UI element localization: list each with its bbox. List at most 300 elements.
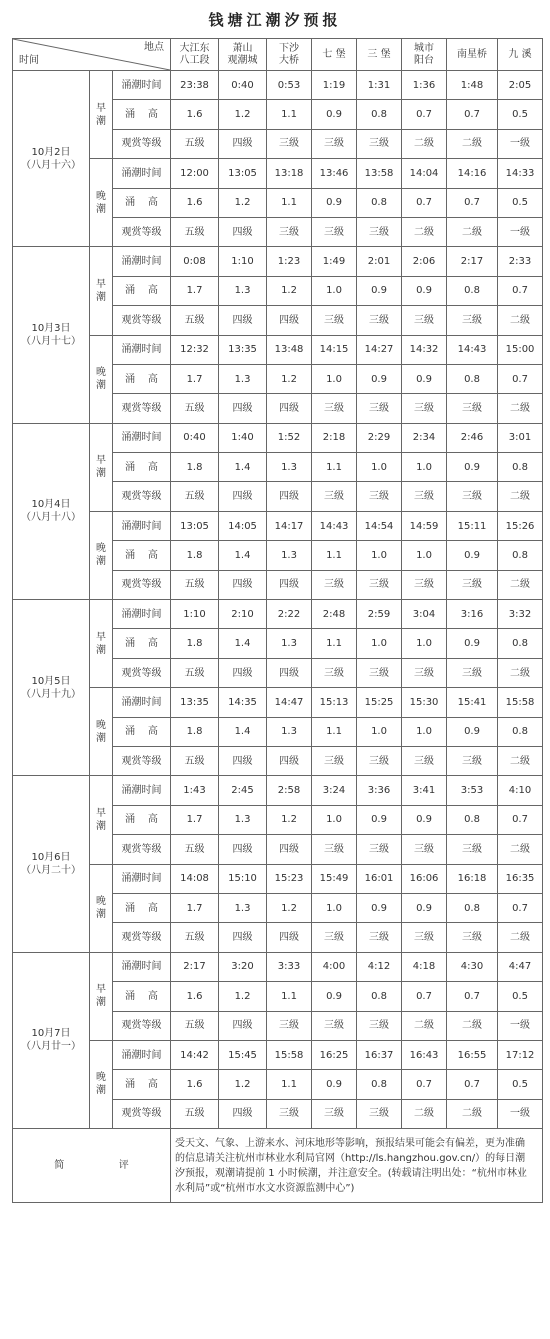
value-cell-time: 4:30 [447, 952, 498, 981]
value-cell-level: 三级 [447, 923, 498, 952]
metric-label-text: 涌 高 [125, 638, 158, 650]
value-cell-height: 1.0 [402, 453, 447, 482]
value-cell-height: 0.9 [312, 100, 357, 129]
table-row [13, 511, 543, 540]
value-cell-time: 2:10 [219, 600, 267, 629]
session-label-evening [90, 335, 113, 423]
value-cell-level: 四级 [267, 746, 312, 775]
metric-label-text: 涌潮时间 [121, 873, 162, 885]
value-cell-level: 三级 [312, 306, 357, 335]
value-cell-height: 1.6 [171, 188, 219, 217]
value-cell-time: 14:17 [267, 511, 312, 540]
value-cell-level: 三级 [312, 394, 357, 423]
date-label: 10月7日 [31, 1028, 71, 1040]
value-cell-level: 五级 [171, 1099, 219, 1128]
value-cell-height: 0.8 [447, 364, 498, 393]
value-cell-time: 15:30 [402, 688, 447, 717]
location-name-line: 八工段 [179, 54, 210, 66]
value-cell-height: 0.9 [402, 893, 447, 922]
value-cell-level: 四级 [219, 746, 267, 775]
value-cell-height: 0.5 [498, 100, 543, 129]
value-cell-level: 一级 [498, 1099, 543, 1128]
value-cell-level: 四级 [219, 923, 267, 952]
location-name-line: 七 堡 [322, 48, 346, 60]
metric-label-text: 涌 高 [125, 990, 158, 1002]
value-cell-height: 0.8 [498, 629, 543, 658]
header-corner [13, 39, 171, 71]
value-cell-height: 1.0 [357, 717, 402, 746]
value-cell-level: 三级 [312, 482, 357, 511]
metric-label-time [113, 159, 171, 188]
lunar-date-label: （八月十七） [21, 336, 81, 348]
value-cell-level: 五级 [171, 658, 219, 687]
metric-label-text: 涌潮时间 [121, 608, 162, 620]
value-cell-time: 12:32 [171, 335, 219, 364]
value-cell-level: 四级 [219, 129, 267, 158]
value-cell-time: 15:23 [267, 864, 312, 893]
value-cell-time: 14:15 [312, 335, 357, 364]
location-header [312, 39, 357, 71]
value-cell-level: 三级 [357, 1011, 402, 1040]
value-cell-time: 3:53 [447, 776, 498, 805]
metric-label-level [113, 306, 171, 335]
table-row [13, 864, 543, 893]
value-cell-height: 0.5 [498, 1070, 543, 1099]
value-cell-time: 1:10 [219, 247, 267, 276]
value-cell-time: 13:35 [171, 688, 219, 717]
value-cell-level: 一级 [498, 1011, 543, 1040]
value-cell-height: 1.3 [219, 805, 267, 834]
value-cell-time: 1:40 [219, 423, 267, 452]
value-cell-height: 0.7 [402, 188, 447, 217]
value-cell-level: 二级 [447, 1099, 498, 1128]
session-char: 潮 [96, 468, 106, 480]
value-cell-height: 1.0 [312, 805, 357, 834]
session-char: 潮 [96, 291, 106, 303]
value-cell-level: 五级 [171, 1011, 219, 1040]
value-cell-level: 四级 [267, 394, 312, 423]
metric-label-text: 涌 高 [125, 726, 158, 738]
metric-label-level [113, 217, 171, 246]
value-cell-height: 0.7 [498, 364, 543, 393]
value-cell-level: 三级 [312, 129, 357, 158]
value-cell-level: 三级 [312, 1011, 357, 1040]
location-header [357, 39, 402, 71]
value-cell-level: 四级 [267, 482, 312, 511]
value-cell-level: 四级 [219, 658, 267, 687]
value-cell-height: 0.9 [357, 364, 402, 393]
value-cell-height: 1.1 [267, 188, 312, 217]
value-cell-level: 三级 [312, 217, 357, 246]
value-cell-time: 14:08 [171, 864, 219, 893]
value-cell-time: 13:46 [312, 159, 357, 188]
value-cell-time: 2:33 [498, 247, 543, 276]
metric-label-text: 观赏等级 [121, 579, 162, 591]
value-cell-height: 1.7 [171, 893, 219, 922]
session-label-evening [90, 864, 113, 952]
metric-label-time [113, 423, 171, 452]
notes-label-char: 简 [54, 1160, 65, 1172]
metric-label-level [113, 835, 171, 864]
location-header [171, 39, 219, 71]
metric-label-height [113, 1070, 171, 1099]
value-cell-height: 0.9 [357, 276, 402, 305]
value-cell-level: 三级 [267, 1099, 312, 1128]
metric-label-text: 观赏等级 [121, 755, 162, 767]
value-cell-height: 1.3 [267, 717, 312, 746]
value-cell-height: 0.7 [402, 100, 447, 129]
session-label-morning [90, 71, 113, 159]
value-cell-level: 三级 [357, 658, 402, 687]
session-char: 早 [96, 631, 106, 643]
metric-label-time [113, 247, 171, 276]
page-title: 钱塘江潮汐预报 [208, 10, 342, 29]
metric-label-text: 涌 高 [125, 1078, 158, 1090]
value-cell-height: 0.5 [498, 188, 543, 217]
value-cell-time: 2:18 [312, 423, 357, 452]
value-cell-height: 1.3 [219, 276, 267, 305]
location-name-line: 南星桥 [457, 48, 488, 60]
value-cell-time: 16:18 [447, 864, 498, 893]
session-char: 潮 [96, 997, 106, 1009]
value-cell-height: 0.7 [447, 982, 498, 1011]
value-cell-height: 0.7 [447, 1070, 498, 1099]
value-cell-height: 0.8 [357, 1070, 402, 1099]
session-label-evening [90, 688, 113, 776]
value-cell-time: 2:22 [267, 600, 312, 629]
value-cell-time: 2:34 [402, 423, 447, 452]
value-cell-time: 2:17 [447, 247, 498, 276]
date-label: 10月4日 [31, 499, 71, 511]
table-row [13, 688, 543, 717]
session-char: 潮 [96, 909, 106, 921]
metric-label-time [113, 1040, 171, 1069]
metric-label-text: 涌 高 [125, 902, 158, 914]
metric-label-text: 涌潮时间 [121, 256, 162, 268]
value-cell-level: 三级 [357, 746, 402, 775]
value-cell-height: 1.1 [312, 717, 357, 746]
value-cell-time: 2:29 [357, 423, 402, 452]
metric-label-text: 涌潮时间 [121, 520, 162, 532]
value-cell-level: 三级 [357, 306, 402, 335]
value-cell-height: 1.2 [267, 276, 312, 305]
value-cell-level: 三级 [402, 658, 447, 687]
date-cell [13, 952, 90, 1128]
metric-label-time [113, 71, 171, 100]
value-cell-time: 16:43 [402, 1040, 447, 1069]
metric-label-text: 涌潮时间 [121, 432, 162, 444]
table-row [13, 1040, 543, 1069]
value-cell-height: 1.1 [312, 541, 357, 570]
value-cell-height: 0.9 [402, 364, 447, 393]
session-char: 早 [96, 278, 106, 290]
value-cell-height: 0.9 [312, 1070, 357, 1099]
value-cell-level: 四级 [267, 306, 312, 335]
value-cell-height: 1.2 [267, 805, 312, 834]
value-cell-level: 三级 [312, 570, 357, 599]
metric-label-text: 涌 高 [125, 285, 158, 297]
value-cell-level: 一级 [498, 129, 543, 158]
value-cell-height: 1.6 [171, 100, 219, 129]
header-row [13, 39, 543, 71]
metric-label-text: 涌潮时间 [121, 167, 162, 179]
value-cell-height: 1.0 [312, 893, 357, 922]
value-cell-level: 三级 [357, 835, 402, 864]
value-cell-level: 四级 [219, 835, 267, 864]
value-cell-height: 1.8 [171, 629, 219, 658]
value-cell-time: 4:18 [402, 952, 447, 981]
metric-label-height [113, 100, 171, 129]
metric-label-level [113, 129, 171, 158]
value-cell-height: 0.8 [357, 188, 402, 217]
value-cell-height: 0.8 [498, 717, 543, 746]
session-char: 潮 [96, 203, 106, 215]
session-char: 早 [96, 455, 106, 467]
value-cell-level: 二级 [498, 923, 543, 952]
value-cell-time: 16:55 [447, 1040, 498, 1069]
metric-label-height [113, 629, 171, 658]
metric-label-text: 涌 高 [125, 461, 158, 473]
value-cell-time: 3:32 [498, 600, 543, 629]
value-cell-height: 1.8 [171, 717, 219, 746]
value-cell-time: 13:18 [267, 159, 312, 188]
value-cell-height: 1.7 [171, 805, 219, 834]
metric-label-level [113, 1011, 171, 1040]
session-char: 潮 [96, 380, 106, 392]
value-cell-time: 14:42 [171, 1040, 219, 1069]
metric-label-text: 涌 高 [125, 814, 158, 826]
value-cell-level: 五级 [171, 570, 219, 599]
value-cell-height: 1.2 [219, 1070, 267, 1099]
metric-label-level [113, 923, 171, 952]
value-cell-level: 四级 [267, 835, 312, 864]
metric-label-level [113, 482, 171, 511]
date-cell [13, 71, 90, 247]
value-cell-height: 1.2 [219, 188, 267, 217]
value-cell-height: 1.4 [219, 453, 267, 482]
metric-label-text: 观赏等级 [121, 314, 162, 326]
session-char: 潮 [96, 115, 106, 127]
value-cell-level: 一级 [498, 217, 543, 246]
value-cell-level: 三级 [447, 835, 498, 864]
metric-label-text: 观赏等级 [121, 402, 162, 414]
value-cell-time: 23:38 [171, 71, 219, 100]
session-char: 晚 [96, 719, 106, 731]
value-cell-level: 三级 [402, 394, 447, 423]
metric-label-text: 涌 高 [125, 109, 158, 121]
value-cell-level: 四级 [219, 217, 267, 246]
location-name-line: 城市 [414, 42, 435, 54]
session-char: 潮 [96, 556, 106, 568]
value-cell-level: 二级 [498, 658, 543, 687]
metric-label-text: 涌潮时间 [121, 344, 162, 356]
lunar-date-label: （八月十六） [21, 159, 81, 171]
value-cell-level: 五级 [171, 835, 219, 864]
value-cell-time: 2:05 [498, 71, 543, 100]
metric-label-text: 观赏等级 [121, 843, 162, 855]
value-cell-level: 四级 [267, 923, 312, 952]
value-cell-level: 三级 [402, 306, 447, 335]
value-cell-time: 3:24 [312, 776, 357, 805]
value-cell-height: 0.7 [498, 893, 543, 922]
value-cell-time: 14:43 [447, 335, 498, 364]
value-cell-height: 0.9 [447, 629, 498, 658]
value-cell-height: 1.8 [171, 453, 219, 482]
value-cell-level: 五级 [171, 923, 219, 952]
date-label: 10月2日 [31, 146, 71, 158]
metric-label-height [113, 893, 171, 922]
notes-label [13, 1129, 171, 1203]
metric-label-height [113, 541, 171, 570]
value-cell-level: 二级 [498, 394, 543, 423]
value-cell-time: 2:01 [357, 247, 402, 276]
metric-label-time [113, 952, 171, 981]
value-cell-height: 1.6 [171, 982, 219, 1011]
session-char: 晚 [96, 367, 106, 379]
value-cell-time: 1:52 [267, 423, 312, 452]
value-cell-height: 0.9 [312, 188, 357, 217]
value-cell-time: 14:47 [267, 688, 312, 717]
value-cell-time: 2:45 [219, 776, 267, 805]
value-cell-time: 14:43 [312, 511, 357, 540]
value-cell-time: 14:33 [498, 159, 543, 188]
value-cell-level: 三级 [357, 1099, 402, 1128]
value-cell-height: 1.1 [312, 453, 357, 482]
metric-label-text: 观赏等级 [121, 138, 162, 150]
value-cell-height: 1.0 [312, 364, 357, 393]
value-cell-time: 4:10 [498, 776, 543, 805]
value-cell-time: 13:05 [219, 159, 267, 188]
metric-label-height [113, 364, 171, 393]
value-cell-level: 二级 [447, 217, 498, 246]
metric-label-text: 观赏等级 [121, 226, 162, 238]
value-cell-time: 3:01 [498, 423, 543, 452]
value-cell-height: 1.2 [219, 100, 267, 129]
value-cell-level: 二级 [498, 482, 543, 511]
session-label-morning [90, 952, 113, 1040]
metric-label-height [113, 717, 171, 746]
value-cell-level: 二级 [402, 217, 447, 246]
metric-label-level [113, 746, 171, 775]
value-cell-time: 15:10 [219, 864, 267, 893]
value-cell-height: 1.3 [267, 629, 312, 658]
value-cell-level: 三级 [312, 658, 357, 687]
value-cell-level: 五级 [171, 306, 219, 335]
value-cell-time: 15:11 [447, 511, 498, 540]
value-cell-height: 1.0 [357, 541, 402, 570]
value-cell-height: 0.9 [357, 893, 402, 922]
value-cell-height: 0.8 [357, 982, 402, 1011]
value-cell-level: 三级 [357, 923, 402, 952]
value-cell-height: 0.8 [447, 805, 498, 834]
metric-label-time [113, 864, 171, 893]
value-cell-time: 14:32 [402, 335, 447, 364]
value-cell-height: 1.8 [171, 541, 219, 570]
date-label: 10月3日 [31, 323, 71, 335]
value-cell-time: 4:12 [357, 952, 402, 981]
value-cell-level: 三级 [357, 570, 402, 599]
metric-label-text: 涌 高 [125, 549, 158, 561]
value-cell-height: 0.8 [498, 541, 543, 570]
value-cell-level: 三级 [447, 482, 498, 511]
value-cell-height: 1.0 [357, 453, 402, 482]
value-cell-level: 三级 [357, 129, 402, 158]
value-cell-level: 二级 [447, 129, 498, 158]
value-cell-level: 五级 [171, 394, 219, 423]
value-cell-level: 二级 [402, 129, 447, 158]
metric-label-height [113, 453, 171, 482]
metric-label-time [113, 600, 171, 629]
corner-location-label: 地点 [144, 42, 165, 53]
metric-label-height [113, 188, 171, 217]
metric-label-text: 涌潮时间 [121, 1049, 162, 1061]
value-cell-level: 三级 [267, 129, 312, 158]
metric-label-text: 涌潮时间 [121, 961, 162, 973]
metric-label-text: 观赏等级 [121, 1108, 162, 1120]
metric-label-text: 涌潮时间 [121, 79, 162, 91]
value-cell-height: 1.1 [267, 100, 312, 129]
corner-time-label: 时间 [19, 55, 39, 66]
value-cell-time: 14:27 [357, 335, 402, 364]
value-cell-height: 1.1 [267, 1070, 312, 1099]
session-char: 晚 [96, 1072, 106, 1084]
value-cell-height: 1.0 [357, 629, 402, 658]
session-char: 早 [96, 984, 106, 996]
value-cell-height: 0.9 [402, 805, 447, 834]
metric-label-text: 观赏等级 [121, 932, 162, 944]
value-cell-time: 15:49 [312, 864, 357, 893]
value-cell-time: 15:58 [498, 688, 543, 717]
lunar-date-label: （八月二十） [21, 865, 81, 877]
lunar-date-label: （八月十八） [21, 512, 81, 524]
value-cell-time: 3:20 [219, 952, 267, 981]
value-cell-level: 五级 [171, 217, 219, 246]
value-cell-level: 三级 [447, 306, 498, 335]
value-cell-height: 1.3 [219, 893, 267, 922]
location-header [219, 39, 267, 71]
value-cell-time: 15:25 [357, 688, 402, 717]
value-cell-height: 0.8 [447, 893, 498, 922]
value-cell-level: 四级 [219, 482, 267, 511]
value-cell-time: 16:25 [312, 1040, 357, 1069]
value-cell-time: 12:00 [171, 159, 219, 188]
value-cell-time: 14:05 [219, 511, 267, 540]
metric-label-text: 观赏等级 [121, 491, 162, 503]
location-name-line: 大桥 [279, 54, 300, 66]
value-cell-level: 三级 [312, 746, 357, 775]
value-cell-level: 二级 [498, 570, 543, 599]
notes-label-wrap [13, 1159, 170, 1172]
value-cell-level: 三级 [312, 835, 357, 864]
value-cell-time: 13:05 [171, 511, 219, 540]
value-cell-height: 1.4 [219, 629, 267, 658]
table-row [13, 71, 543, 100]
value-cell-height: 0.7 [498, 805, 543, 834]
value-cell-height: 0.9 [447, 717, 498, 746]
value-cell-height: 0.7 [447, 188, 498, 217]
metric-label-text: 涌潮时间 [121, 696, 162, 708]
table-row [13, 952, 543, 981]
value-cell-time: 13:35 [219, 335, 267, 364]
value-cell-time: 1:36 [402, 71, 447, 100]
value-cell-time: 0:08 [171, 247, 219, 276]
value-cell-level: 三级 [357, 217, 402, 246]
value-cell-level: 五级 [171, 129, 219, 158]
value-cell-time: 15:00 [498, 335, 543, 364]
session-label-morning [90, 423, 113, 511]
value-cell-time: 1:19 [312, 71, 357, 100]
lunar-date-label: （八月廿一） [21, 1041, 81, 1053]
